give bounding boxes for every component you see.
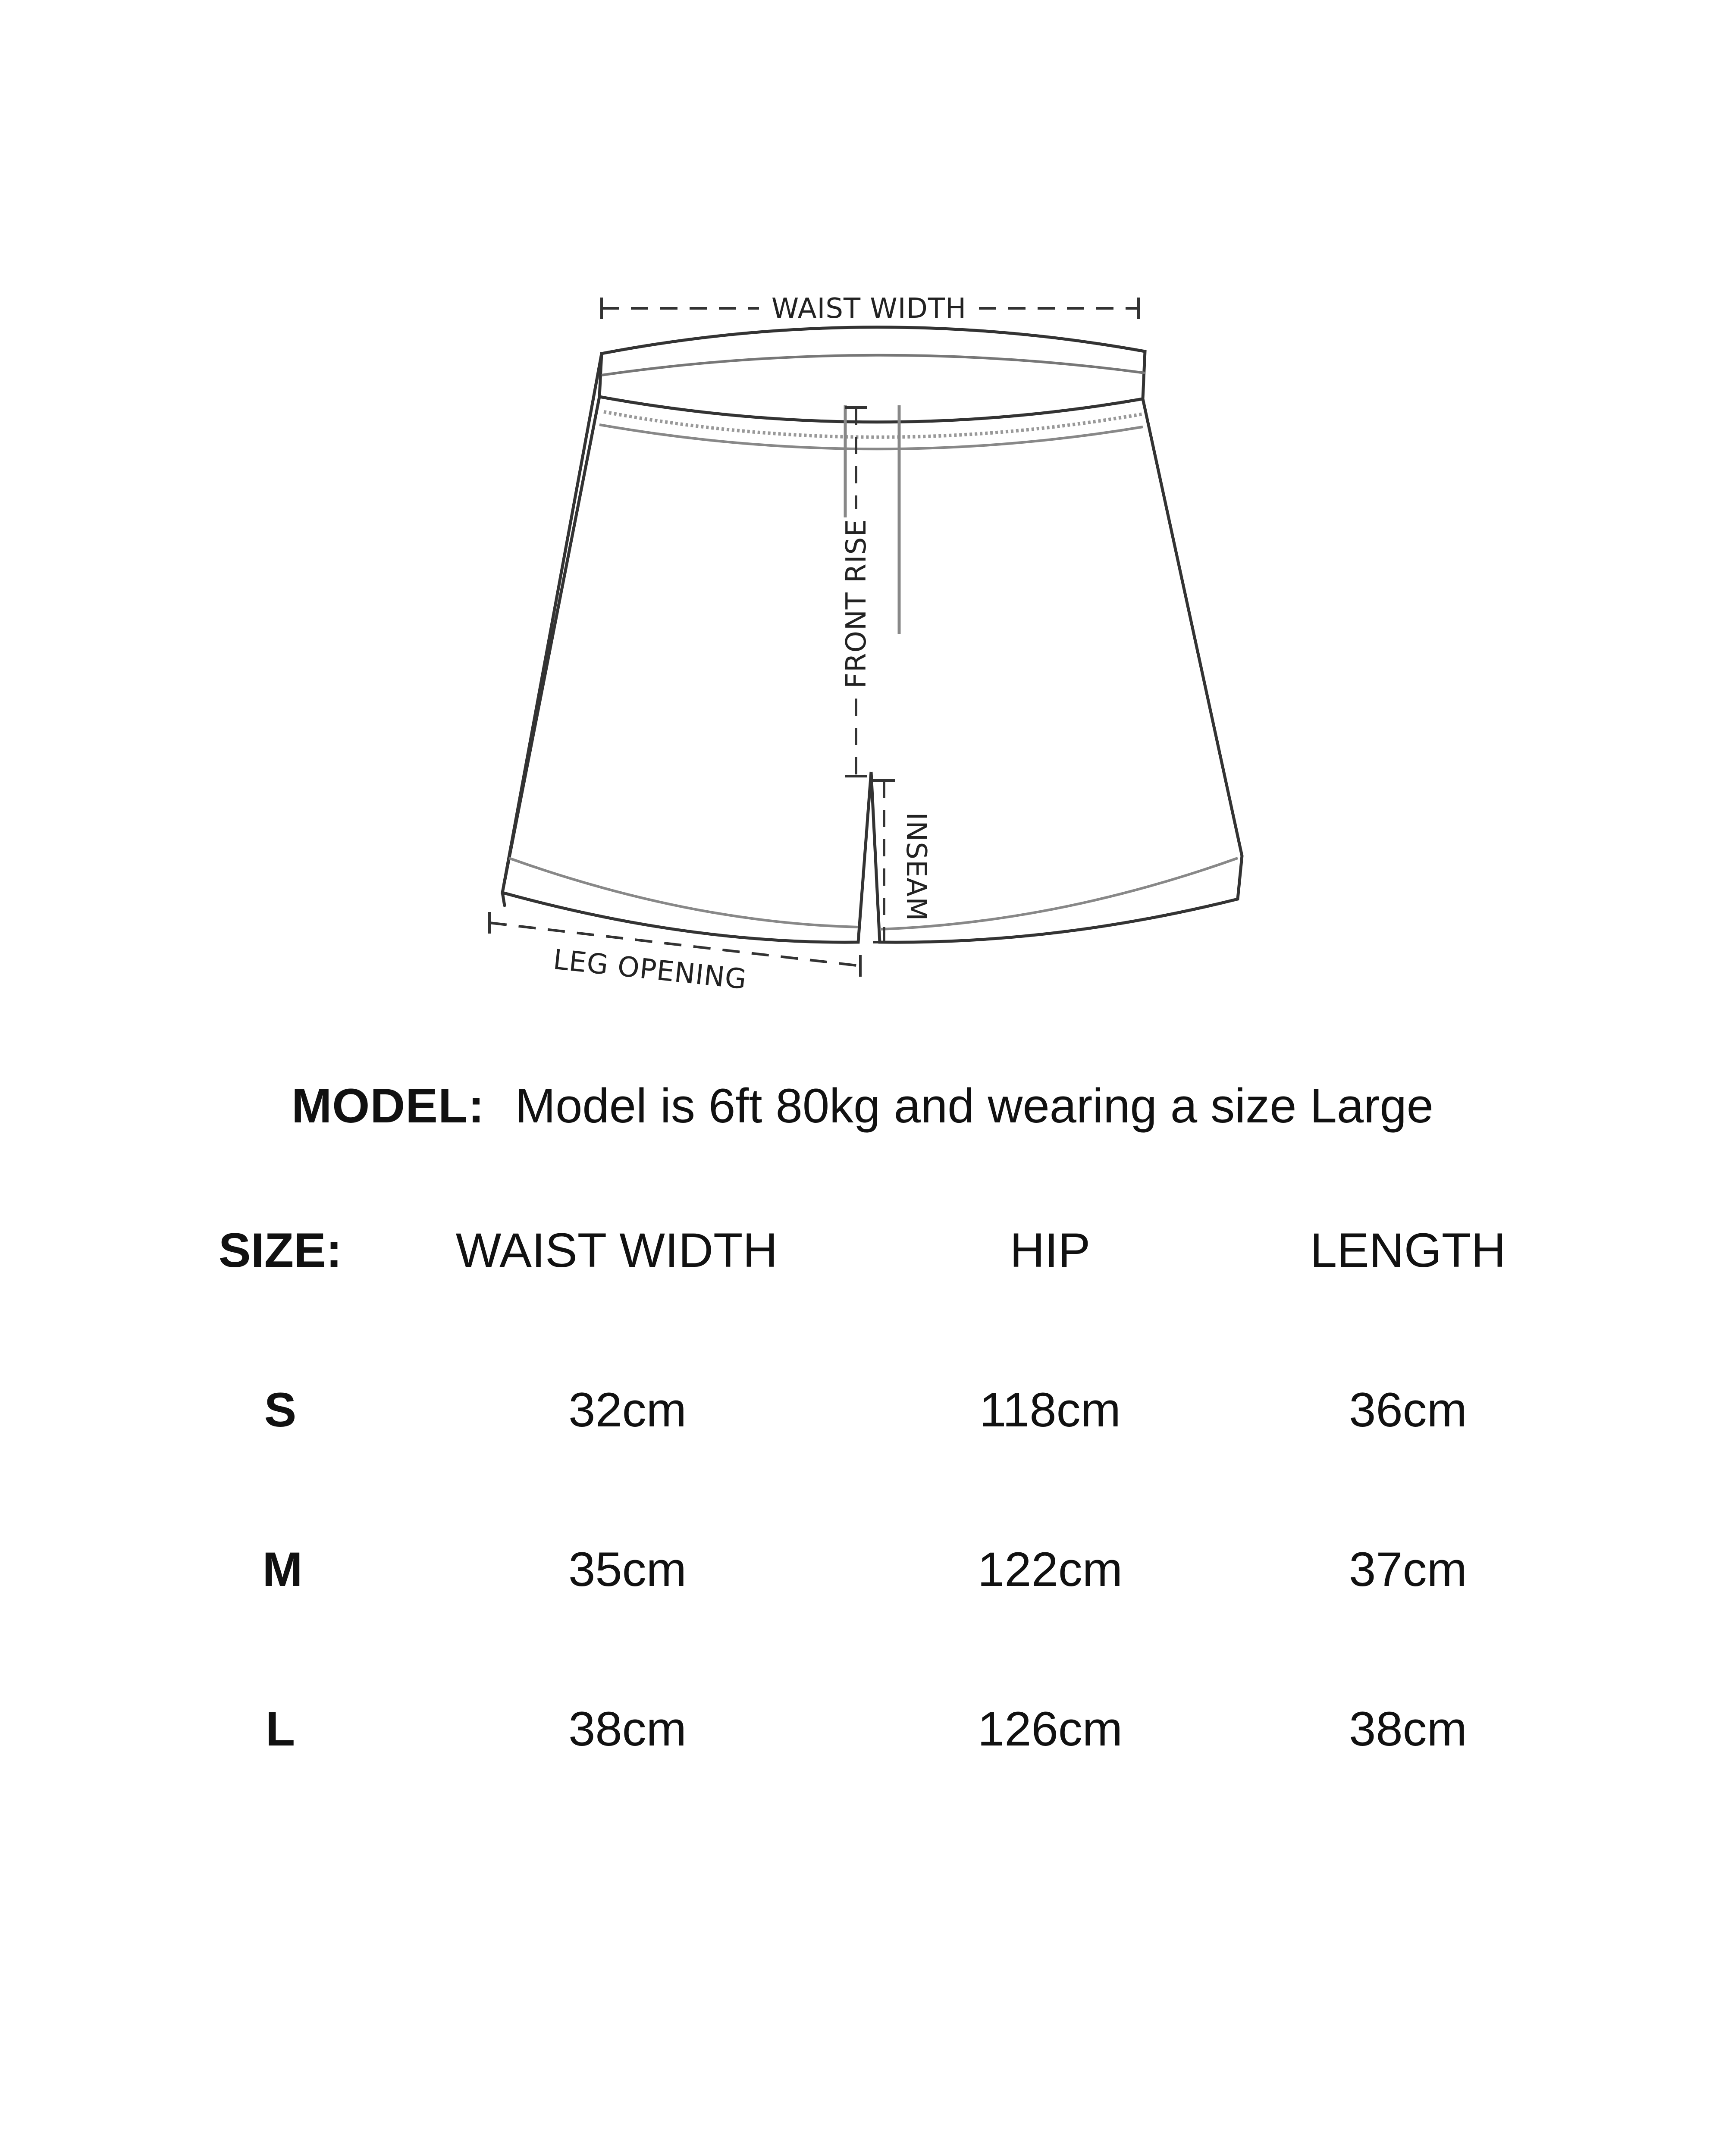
table-cell: 118cm [979,1383,1121,1437]
size-label: S [264,1383,297,1437]
waist-width-label: WAIST WIDTH [771,293,967,325]
waistband-outline [599,327,1145,422]
model-text: Model is 6ft 80kg and wearing a size Large [515,1079,1434,1133]
front-rise-label: FRONT RISE [841,519,872,689]
header-size: SIZE: [218,1223,342,1277]
table-cell: 122cm [977,1542,1123,1596]
inseam-label: INSEAM [900,812,932,921]
waistband-inner [602,355,1145,375]
table-cell: 35cm [568,1542,687,1596]
table-cell: 36cm [1349,1383,1467,1437]
left-hem-band [509,858,858,927]
size-label: M [262,1542,303,1596]
right-hem-band [880,858,1238,929]
left-leg-outline [502,354,871,942]
waistband-stitch [604,412,1143,437]
waistband-bottom [599,425,1143,449]
leg-opening-label: LEG OPENING [552,943,749,996]
table-cell: 38cm [1349,1702,1467,1756]
header-hip: HIP [1010,1223,1091,1277]
model-key: MODEL: [291,1079,485,1133]
model-info [0,1078,1725,1134]
size-label: L [265,1702,295,1756]
header-waist-width: WAIST WIDTH [455,1223,778,1277]
table-cell: 32cm [568,1383,687,1437]
table-cell: 37cm [1349,1542,1467,1596]
table-cell: 38cm [568,1702,687,1756]
table-cell: 126cm [977,1702,1123,1756]
header-length: LENGTH [1310,1223,1506,1277]
